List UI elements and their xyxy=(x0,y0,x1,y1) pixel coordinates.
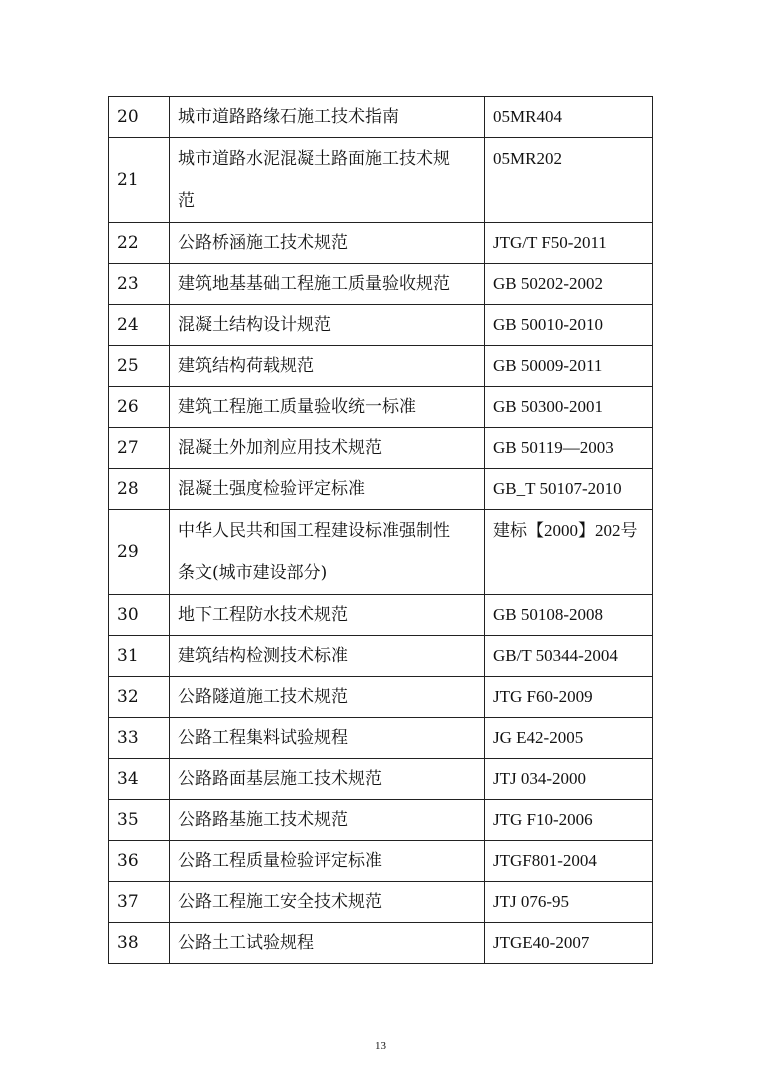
table-row xyxy=(109,138,653,223)
row-number: 21 xyxy=(109,138,170,223)
table-row xyxy=(109,923,653,964)
row-number: 33 xyxy=(109,718,170,759)
standard-code xyxy=(485,510,653,595)
standard-name: 公路桥涵施工技术规范 xyxy=(170,223,485,264)
standard-code: JG E42-2005 xyxy=(485,718,653,759)
standards-table xyxy=(108,96,653,964)
standard-name: 公路工程质量检验评定标准 xyxy=(170,841,485,882)
table-row xyxy=(109,677,653,718)
standard-name: 公路路基施工技术规范 xyxy=(170,800,485,841)
standard-code: 05MR404 xyxy=(485,97,653,138)
row-number: 30 xyxy=(109,595,170,636)
row-number: 23 xyxy=(109,264,170,305)
standards-table-body xyxy=(109,97,653,964)
table-row xyxy=(109,800,653,841)
table-row xyxy=(109,718,653,759)
standard-code: 05MR202 xyxy=(485,138,653,223)
standard-name: 建筑结构检测技术标准 xyxy=(170,636,485,677)
table-row xyxy=(109,882,653,923)
row-number: 24 xyxy=(109,305,170,346)
table-row xyxy=(109,223,653,264)
standard-name xyxy=(170,510,485,595)
standard-code: JTG F10-2006 xyxy=(485,800,653,841)
cell-line: 城市道路水泥混凝土路面施工技术规 xyxy=(178,149,450,169)
standard-code: GB 50300-2001 xyxy=(485,387,653,428)
table-row xyxy=(109,346,653,387)
row-number: 22 xyxy=(109,223,170,264)
row-number: 37 xyxy=(109,882,170,923)
standard-name xyxy=(170,138,485,223)
table-row xyxy=(109,841,653,882)
page-number: 13 xyxy=(375,1040,386,1052)
table-row xyxy=(109,97,653,138)
standard-name: 建筑地基基础工程施工质量验收规范 xyxy=(170,264,485,305)
standard-code: JTJ 076-95 xyxy=(485,882,653,923)
table-row xyxy=(109,305,653,346)
cell-line: 范 xyxy=(178,191,195,211)
standard-code: GB/T 50344-2004 xyxy=(485,636,653,677)
standard-code: JTG F60-2009 xyxy=(485,677,653,718)
standard-name: 地下工程防水技术规范 xyxy=(170,595,485,636)
row-number: 26 xyxy=(109,387,170,428)
table-row xyxy=(109,264,653,305)
standard-name: 混凝土强度检验评定标准 xyxy=(170,469,485,510)
row-number: 29 xyxy=(109,510,170,595)
row-number: 27 xyxy=(109,428,170,469)
standard-name: 公路工程施工安全技术规范 xyxy=(170,882,485,923)
standard-name: 公路工程集料试验规程 xyxy=(170,718,485,759)
standard-name: 建筑工程施工质量验收统一标准 xyxy=(170,387,485,428)
standard-code: JTGF801-2004 xyxy=(485,841,653,882)
standard-code: GB 50009-2011 xyxy=(485,346,653,387)
row-number: 32 xyxy=(109,677,170,718)
row-number: 25 xyxy=(109,346,170,387)
standard-code: GB 50010-2010 xyxy=(485,305,653,346)
row-number: 20 xyxy=(109,97,170,138)
row-number: 31 xyxy=(109,636,170,677)
standard-name: 混凝土结构设计规范 xyxy=(170,305,485,346)
table-row xyxy=(109,428,653,469)
standard-code: GB_T 50107-2010 xyxy=(485,469,653,510)
standard-code: JTG/T F50-2011 xyxy=(485,223,653,264)
row-number: 35 xyxy=(109,800,170,841)
standard-name: 建筑结构荷载规范 xyxy=(170,346,485,387)
cell-line: 建标【2000】202号 xyxy=(493,521,638,540)
standard-name: 混凝土外加剂应用技术规范 xyxy=(170,428,485,469)
table-row xyxy=(109,759,653,800)
table-row xyxy=(109,595,653,636)
row-number: 28 xyxy=(109,469,170,510)
table-row xyxy=(109,469,653,510)
cell-line: 条文(城市建设部分) xyxy=(178,563,328,583)
table-row xyxy=(109,636,653,677)
standard-name: 公路土工试验规程 xyxy=(170,923,485,964)
standard-name: 公路路面基层施工技术规范 xyxy=(170,759,485,800)
standard-code: GB 50202-2002 xyxy=(485,264,653,305)
standard-name: 城市道路路缘石施工技术指南 xyxy=(170,97,485,138)
row-number: 34 xyxy=(109,759,170,800)
standard-code: JTJ 034-2000 xyxy=(485,759,653,800)
cell-line: 中华人民共和国工程建设标准强制性 xyxy=(178,521,450,541)
standard-code: GB 50119—2003 xyxy=(485,428,653,469)
standard-code: JTGE40-2007 xyxy=(485,923,653,964)
table-row xyxy=(109,510,653,595)
standard-name: 公路隧道施工技术规范 xyxy=(170,677,485,718)
table-row xyxy=(109,387,653,428)
row-number: 38 xyxy=(109,923,170,964)
row-number: 36 xyxy=(109,841,170,882)
standard-code: GB 50108-2008 xyxy=(485,595,653,636)
